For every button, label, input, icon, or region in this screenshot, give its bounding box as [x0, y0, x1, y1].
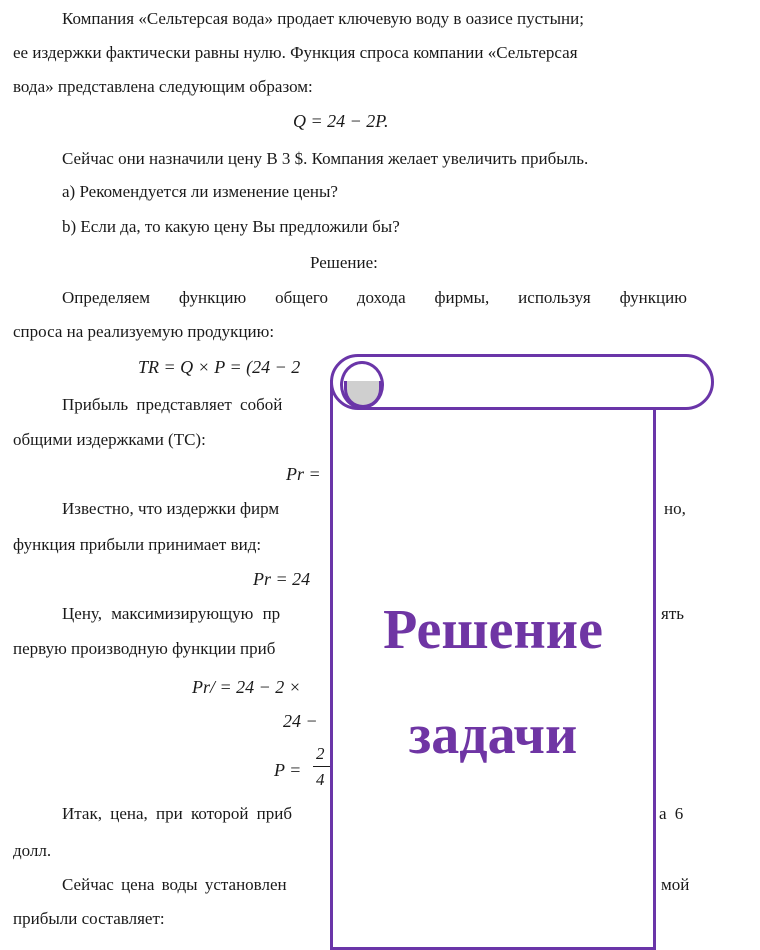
- paragraph-line: общими издержками (TC):: [13, 430, 206, 449]
- paragraph-line: спроса на реализуемую продукцию:: [13, 322, 275, 341]
- paragraph-line: прибыли составляет:: [13, 909, 165, 928]
- paragraph-line: Компания «Сельтерсая вода» продает ключевую воду в оазисе пустыни;: [62, 9, 584, 28]
- paragraph-line: Сейчас они назначили цену В 3 $. Компания желает увеличить прибыль.: [62, 149, 589, 168]
- word: фирмы,: [434, 288, 490, 307]
- equation-profit-function: Pr = 24: [253, 569, 311, 589]
- fraction-bar: [313, 766, 331, 767]
- word: используя: [518, 288, 591, 307]
- paragraph-line-end: ять: [661, 604, 685, 623]
- scroll-title-line2: задачи: [408, 704, 578, 766]
- paragraph-line: вода» представлена следующим образом:: [13, 77, 313, 96]
- paragraph-line: долл.: [13, 841, 52, 860]
- word: функцию: [178, 288, 247, 307]
- paragraph-line-end: но,: [664, 499, 686, 518]
- word: общего: [275, 288, 328, 307]
- equation-demand: Q = 24 − 2P.: [293, 111, 389, 131]
- scroll-roll: [330, 354, 714, 410]
- fraction-numerator: 2: [316, 744, 325, 763]
- paragraph-line: Известно, что издержки фирм: [62, 499, 280, 518]
- question-b: b) Если да, то какую цену Вы предложили бы?: [62, 217, 400, 236]
- scroll-banner: [330, 380, 656, 950]
- paragraph-line: Цену, максимизирующую пр: [62, 604, 281, 623]
- paragraph-line-end: мой: [661, 875, 690, 894]
- word: функцию: [619, 288, 687, 307]
- paragraph-line: ее издержки фактически равны нулю. Функция спроса компании «Сельтерсая: [13, 43, 578, 62]
- equation-derivative: Pr/ = 24 − 2 ×: [192, 677, 301, 697]
- question-a: а) Рекомендуется ли изменение цены?: [62, 182, 338, 201]
- equation-profit: Pr =: [286, 464, 321, 484]
- equation-zero: 24 −: [283, 711, 318, 731]
- fraction-denominator: 4: [316, 770, 325, 789]
- paragraph-line: первую производную функции приб: [13, 639, 276, 658]
- justified-line: [62, 287, 687, 309]
- paragraph-line: Прибыль представляет собой: [62, 395, 283, 414]
- equation-price-lhs: P =: [274, 760, 302, 780]
- paragraph-line: функция прибыли принимает вид:: [13, 535, 262, 554]
- word: дохода: [356, 288, 406, 307]
- paragraph-line-end: а 6: [659, 804, 684, 823]
- paragraph-line: Сейчас цена воды установлен: [62, 875, 287, 894]
- equation-total-revenue: TR = Q × P = (24 − 2: [138, 357, 301, 377]
- solution-heading: Решение:: [310, 253, 378, 272]
- word: Определяем: [62, 288, 150, 307]
- scroll-title-line1: Решение: [383, 599, 603, 661]
- paragraph-line: Итак, цена, при которой приб: [62, 804, 293, 823]
